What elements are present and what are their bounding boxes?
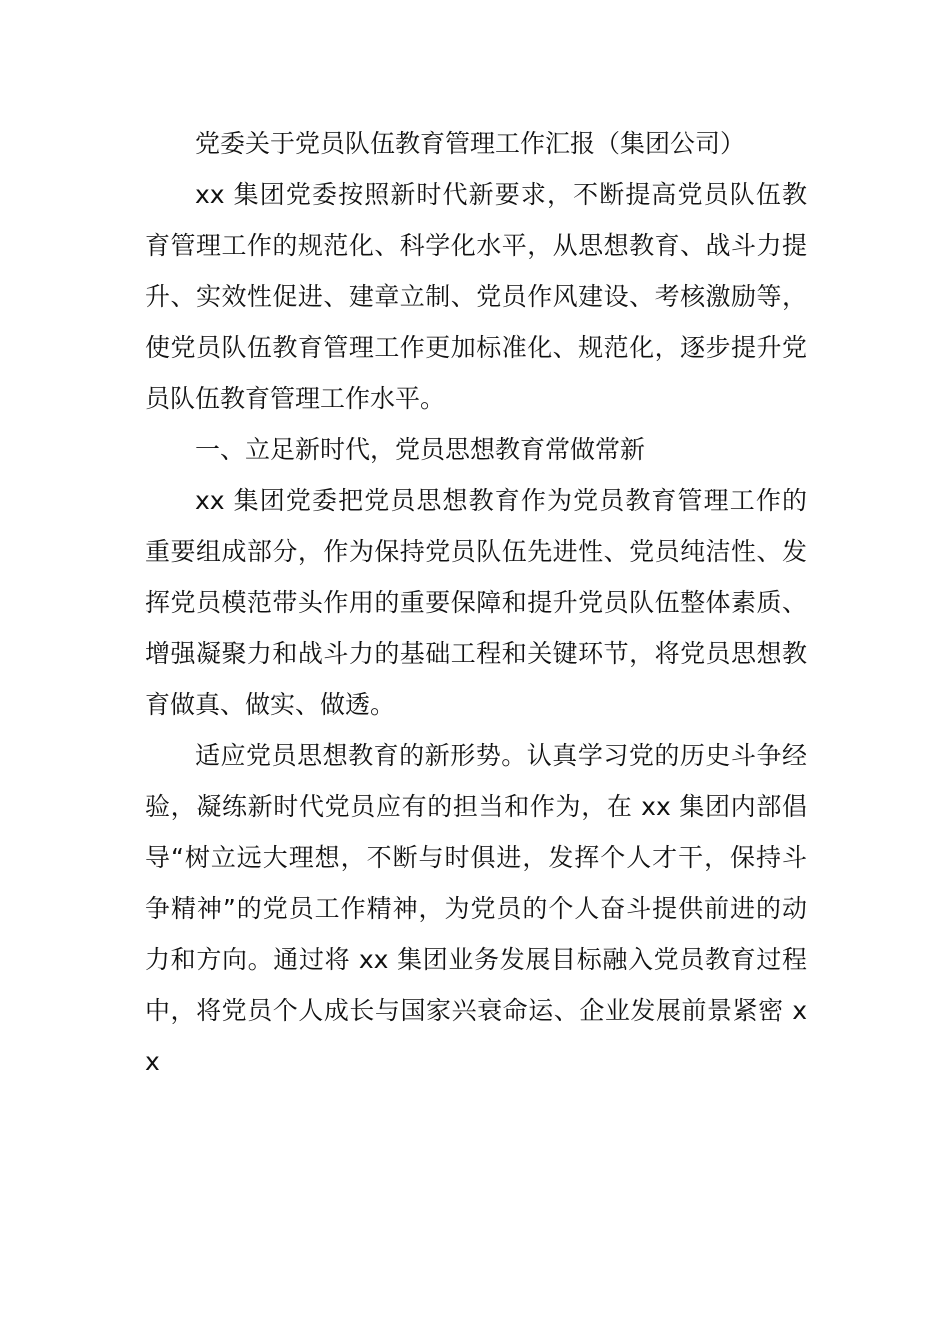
paragraph-section-1-detail: 适应党员思想教育的新形势。认真学习党的历史斗争经验，凝练新时代党员应有的担当和作为，在 xx 集团内部倡导“树立远大理想，不断与时俱进，发挥个人才干，保持斗争精神”的党员工作精神，为党员的个人奋斗提供前进的动力和方向。通过将 xx 集团业务发展目标融入党员教育过程中，将党员个人成长与国家兴衰命运、企业发展前景紧密 xx <box>145 741 807 1076</box>
paragraph-section-1: xx 集团党委把党员思想教育作为党员教育管理工作的重要组成部分，作为保持党员队伍先进性、党员纯洁性、发挥党员模范带头作用的重要保障和提升党员队伍整体素质、增强凝聚力和战斗力的基础工程和关键环节，将党员思想教育做真、做实、做透。 <box>145 486 807 719</box>
document-body <box>145 118 807 1087</box>
document-title: 党委关于党员队伍教育管理工作汇报（集团公司） <box>195 129 746 158</box>
paragraph-intro: xx 集团党委按照新时代新要求，不断提高党员队伍教育管理工作的规范化、科学化水平，从思想教育、战斗力提升、实效性促进、建章立制、党员作风建设、考核激励等，使党员队伍教育管理工作更加标准化、规范化，逐步提升党员队伍教育管理工作水平。 <box>145 180 807 413</box>
section-heading-1: 一、立足新时代，党员思想教育常做常新 <box>195 435 646 464</box>
